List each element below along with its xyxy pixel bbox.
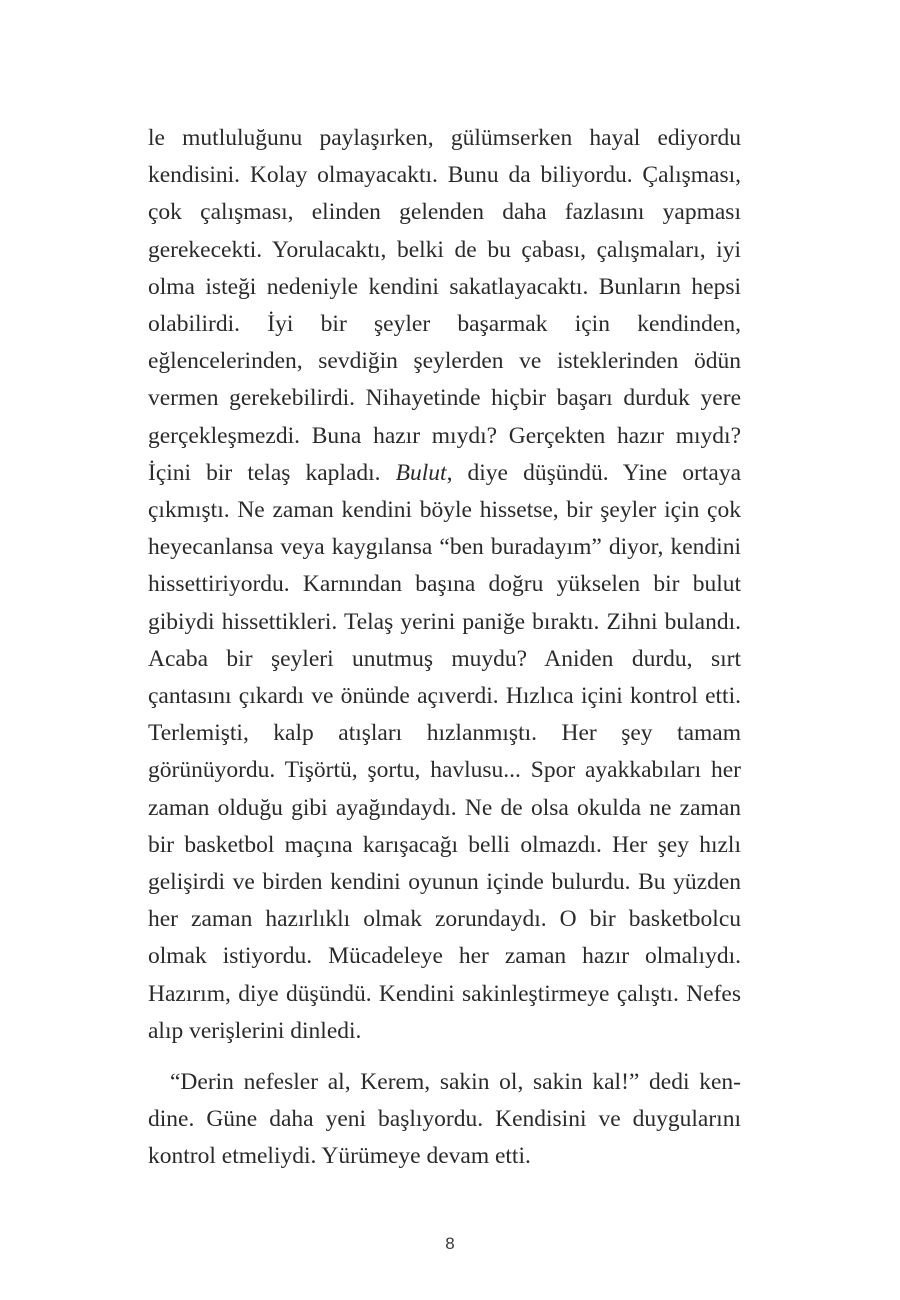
page-number: 8	[445, 1234, 455, 1253]
paragraph: “Derin nefesler al, Kerem, sakin ol, sakin kal!” dedi kendine. Güne daha yeni başlıyordu. Kendisini ve duygularını kontrol etmeliydi. Yürümeye devam etti.	[148, 1069, 741, 1170]
paragraph-text: , diye düşündü. Yine ortaya çıkmıştı. Ne zaman kendini böyle hissetse, bir şeyler için çok heyecanlansa veya kaygılansa “ben buradayım” diyor, kendini hissettiriyordu. Karnından başına doğru yükselen bir bulut gibiydi hissettikleri. Telaş yerini paniğe bıraktı. Zihni bulandı. Acaba bir şeyleri unutmuş muydu? Aniden durdu, sırt çantasını çıkardı ve önünde açıverdi. Hızlıca içini kontrol etti. Terlemişti, kalp atışları hızlanmıştı. Her şey tamam görünüyordu. Tişörtü, şortu, havlusu... Spor ayakkabıları her zaman olduğu gibi ayağındaydı. Ne de olsa okulda ne zaman bir basketbol maçına karışacağı belli olmazdı. Her şey hızlı gelişirdi ve birden kendini oyunun içinde bulurdu. Bu yüzden her zaman hazırlıklı olmak zorundaydı. O bir basketbolcu olmak istiyordu. Mücadeleye her zaman hazır olmalıydı. Hazırım, diye düşündü. Kendini sakinleştirmeye çalıştı. Nefes alıp verişlerini dinledi.	[148, 459, 741, 1044]
page-body	[148, 120, 741, 1176]
paragraph	[148, 120, 741, 1050]
italic-word: Bulut	[395, 459, 447, 486]
paragraph-text: le mutluluğunu paylaşırken, gülümserken hayal ediyordu kendisini. Kolay olmayacaktı. Bunu da biliyordu. Çalışması, çok çalışması, elinden gelenden daha fazlasını yapması gerekecekti. Yorulacaktı, belki de bu çabası, çalışmaları, iyi olma isteği nedeniyle kendini sakatlayacaktı. Bunların hepsi olabilirdi. İyi bir şeyler başarmak için kendinden, eğlencelerinden, sevdiğin şeylerden ve isteklerinden ödün vermen gerekebilirdi. Nihayetinde hiçbir başarı durduk yere gerçekleşmezdi. Buna hazır mıydı? Gerçekten hazır mıydı? İçini bir telaş kapladı.	[148, 125, 741, 486]
